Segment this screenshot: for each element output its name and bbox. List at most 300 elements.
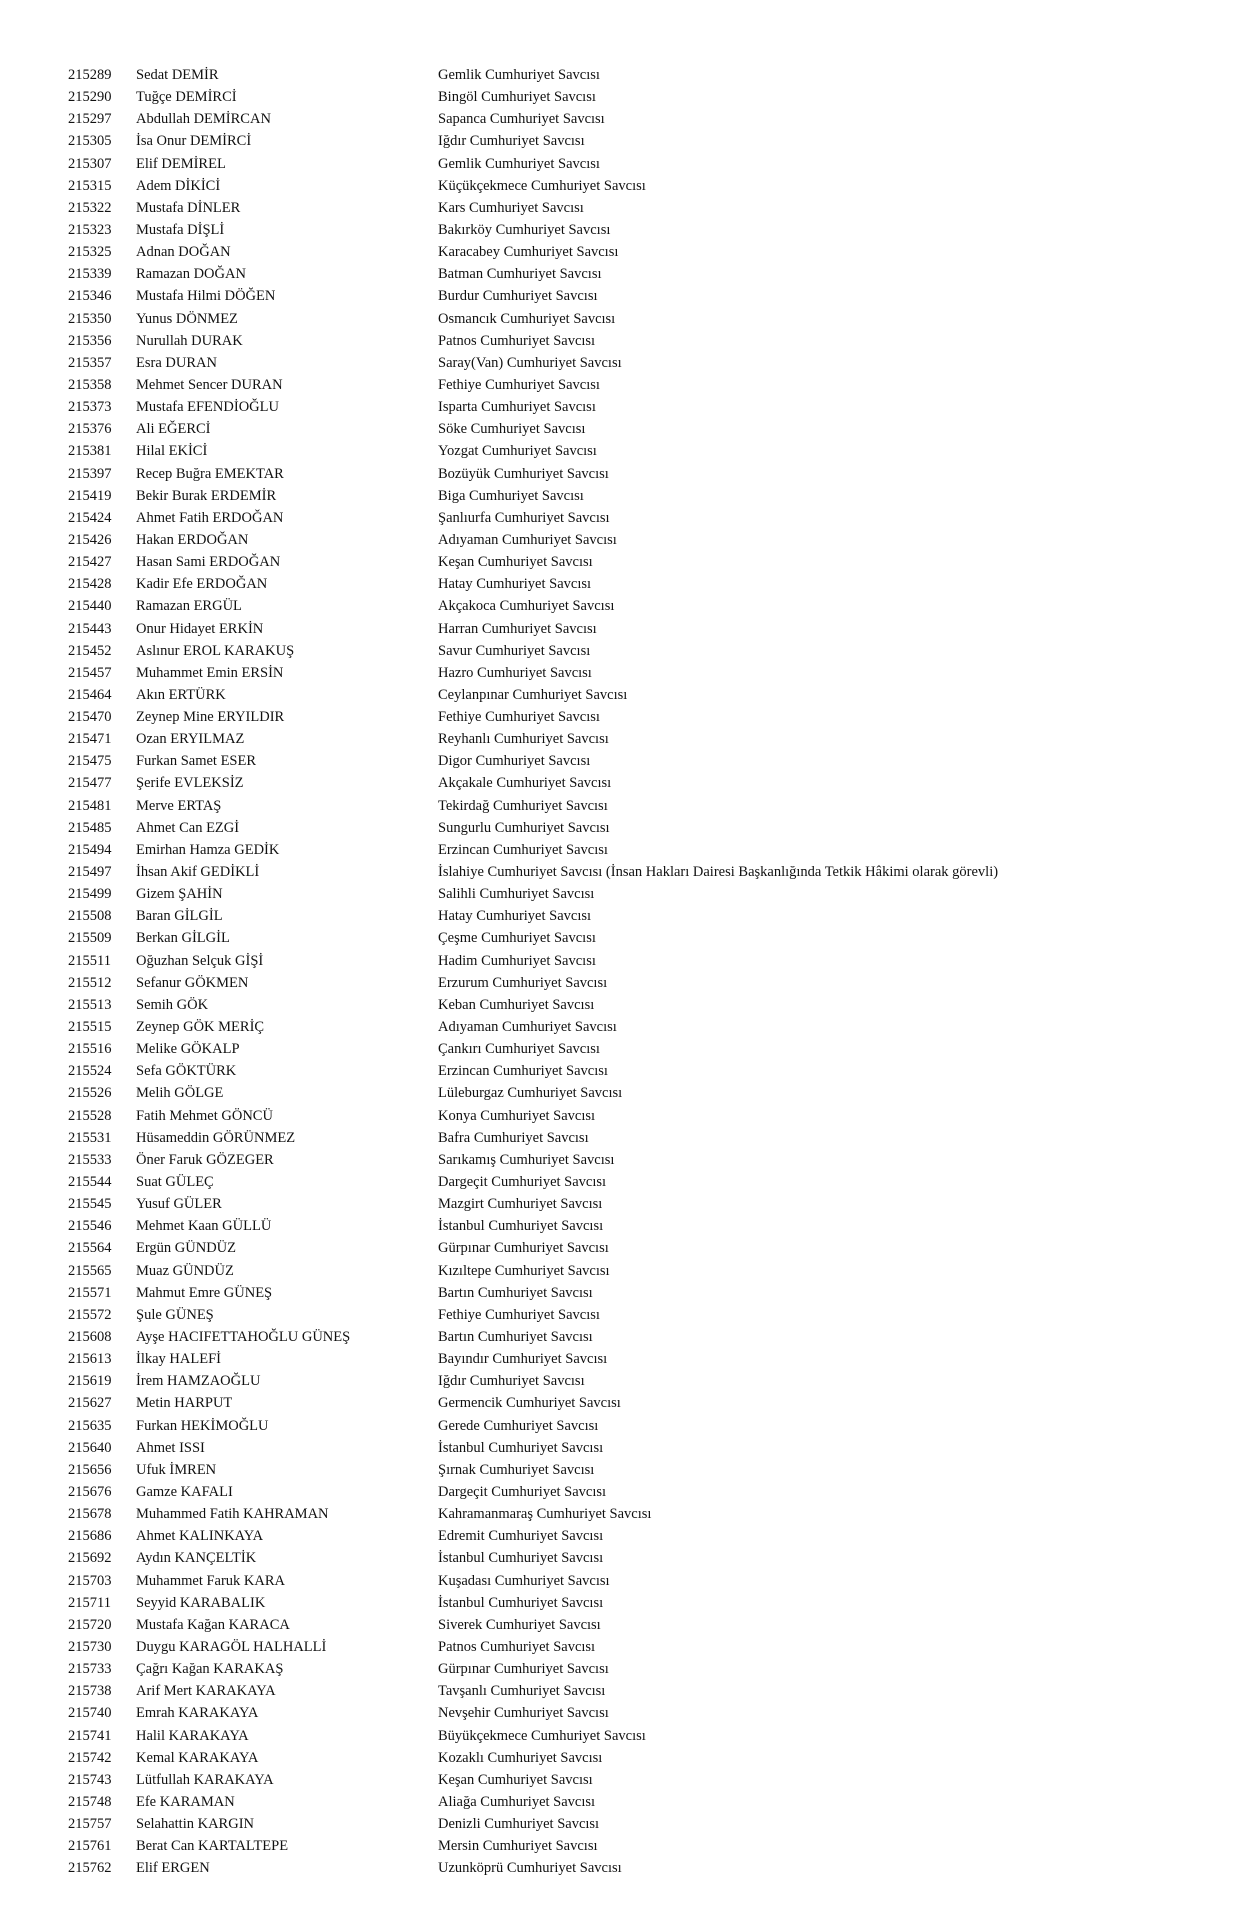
person-name: Akın ERTÜRK [136,686,226,703]
person-name: Aydın KANÇELTİK [136,1550,257,1567]
person-name: Ahmet Fatih ERDOĞAN [136,509,284,526]
assignment-post: Küçükçekmece Cumhuriyet Savcısı [438,177,646,194]
registry-number: 215526 [68,1085,112,1102]
assignment-post: Mazgirt Cumhuriyet Savcısı [438,1196,603,1213]
list-item [0,750,1252,772]
list-item [0,1503,1252,1525]
registry-number: 215544 [68,1174,112,1190]
registry-number: 215290 [68,89,112,106]
person-name: Emrah KARAKAYA [136,1705,259,1722]
person-name: Yusuf GÜLER [136,1196,222,1213]
assignment-post: Kars Cumhuriyet Savcısı [438,199,584,216]
person-name: Sefanur GÖKMEN [136,974,249,991]
list-item [0,1392,1252,1414]
list-item [0,1348,1252,1370]
assignment-post: Keşan Cumhuriyet Savcısı [438,1771,593,1788]
list-item [0,1636,1252,1658]
list-item [0,108,1252,130]
registry-number: 215297 [68,111,112,128]
person-name: Ahmet Can EZGİ [136,819,240,836]
list-item [0,662,1252,684]
list-item [0,1614,1252,1636]
person-name: Ahmet ISSI [136,1439,205,1456]
assignment-post: Gemlik Cumhuriyet Savcısı [438,67,600,83]
assignment-post: Erzurum Cumhuriyet Savcısı [438,974,608,991]
list-item [0,463,1252,485]
assignment-post: Söke Cumhuriyet Savcısı [438,421,586,438]
registry-number: 215511 [68,952,111,969]
assignment-post: Konya Cumhuriyet Savcısı [438,1107,596,1124]
assignment-post: Sapanca Cumhuriyet Savcısı [438,111,605,128]
assignment-post: Erzincan Cumhuriyet Savcısı [438,841,608,858]
person-name: İlkay HALEFİ [136,1351,221,1368]
assignment-post: Keban Cumhuriyet Savcısı [438,996,595,1013]
person-name: Mustafa DİŞLİ [136,221,225,238]
registry-number: 215350 [68,310,112,327]
assignment-post: Çeşme Cumhuriyet Savcısı [438,930,596,947]
registry-number: 215427 [68,554,112,571]
assignment-post: Yozgat Cumhuriyet Savcısı [438,443,597,460]
assignment-post: Adıyaman Cumhuriyet Savcısı [438,531,617,548]
assignment-post: Bakırköy Cumhuriyet Savcısı [438,221,611,238]
person-name: Furkan HEKİMOĞLU [136,1417,269,1434]
list-item [0,684,1252,706]
registry-number: 215720 [68,1616,112,1633]
registry-number: 215440 [68,598,112,615]
registry-number: 215508 [68,908,112,925]
list-item [0,64,1252,86]
list-item [0,994,1252,1016]
assignment-post: Fethiye Cumhuriyet Savcısı [438,376,600,393]
assignment-post: Gürpınar Cumhuriyet Savcısı [438,1240,609,1257]
person-name: Mustafa DİNLER [136,199,241,216]
list-item [0,1570,1252,1592]
assignment-post: Salihli Cumhuriyet Savcısı [438,886,595,903]
list-item [0,1038,1252,1060]
registry-number: 215531 [68,1129,112,1146]
registry-number: 215424 [68,509,112,526]
registry-number: 215346 [68,288,112,305]
list-item [0,1680,1252,1702]
person-name: Yunus DÖNMEZ [136,310,238,327]
person-name: Ozan ERYILMAZ [136,731,245,748]
registry-number: 215376 [68,421,112,438]
assignment-post: Saray(Van) Cumhuriyet Savcısı [438,354,622,371]
registry-number: 215703 [68,1572,112,1589]
person-name: Muhammed Fatih KAHRAMAN [136,1506,329,1523]
registry-number: 215477 [68,775,112,792]
assignment-post: Bartın Cumhuriyet Savcısı [438,1284,593,1301]
registry-number: 215289 [68,67,112,83]
person-name: Suat GÜLEÇ [136,1174,214,1190]
registry-number: 215307 [68,155,112,172]
assignment-post: Lüleburgaz Cumhuriyet Savcısı [438,1085,623,1102]
person-name: Şerife EVLEKSİZ [136,775,244,792]
person-name: Elif DEMİREL [136,155,226,172]
assignment-post: Germencik Cumhuriyet Savcısı [438,1395,621,1412]
person-name: Esra DURAN [136,354,217,371]
assignment-post: Osmancık Cumhuriyet Savcısı [438,310,616,327]
assignment-post: Şırnak Cumhuriyet Savcısı [438,1461,595,1478]
person-name: Bekir Burak ERDEMİR [136,487,277,504]
registry-number: 215757 [68,1816,112,1833]
registry-number: 215528 [68,1107,112,1124]
assignment-post: Siverek Cumhuriyet Savcısı [438,1616,601,1633]
registry-number: 215356 [68,332,112,349]
person-name: Nurullah DURAK [136,332,243,349]
person-name: Ahmet KALINKAYA [136,1528,264,1545]
person-name: Zeynep GÖK MERİÇ [136,1019,265,1036]
person-name: Sedat DEMİR [136,67,219,83]
person-name: Baran GİLGİL [136,908,223,925]
registry-number: 215692 [68,1550,112,1567]
registry-number: 215357 [68,354,112,371]
person-name: Onur Hidayet ERKİN [136,620,264,637]
registry-number: 215762 [68,1860,112,1877]
registry-number: 215494 [68,841,112,858]
assignment-post: İstanbul Cumhuriyet Savcısı [438,1550,604,1567]
list-item [0,86,1252,108]
list-item [0,352,1252,374]
list-item [0,1215,1252,1237]
list-item [0,839,1252,861]
person-name: Hasan Sami ERDOĞAN [136,554,281,571]
person-name: Kadir Efe ERDOĞAN [136,576,268,593]
list-item [0,1370,1252,1392]
registry-number: 215738 [68,1683,112,1700]
registry-number: 215733 [68,1661,112,1678]
person-name: Mehmet Sencer DURAN [136,376,283,393]
list-item [0,1658,1252,1680]
list-item [0,1547,1252,1569]
assignment-post: Akçakale Cumhuriyet Savcısı [438,775,612,792]
list-item [0,1813,1252,1835]
registry-number: 215512 [68,974,112,991]
person-name: Gizem ŞAHİN [136,886,223,903]
person-name: Ufuk İMREN [136,1461,217,1478]
assignment-post: Şanlıurfa Cumhuriyet Savcısı [438,509,610,526]
list-item [0,551,1252,573]
registry-number: 215315 [68,177,112,194]
registry-number: 215533 [68,1151,112,1168]
assignment-post: Reyhanlı Cumhuriyet Savcısı [438,731,609,748]
registry-number: 215428 [68,576,112,593]
list-item [0,1525,1252,1547]
list-item [0,817,1252,839]
assignment-post: Tavşanlı Cumhuriyet Savcısı [438,1683,606,1700]
registry-number: 215524 [68,1063,112,1080]
list-item [0,130,1252,152]
list-item [0,618,1252,640]
list-item [0,440,1252,462]
list-item [0,263,1252,285]
list-item [0,529,1252,551]
registry-number: 215339 [68,266,112,283]
list-item [0,219,1252,241]
assignment-post: Batman Cumhuriyet Savcısı [438,266,602,283]
person-name: Zeynep Mine ERYILDIR [136,709,285,726]
registry-number: 215381 [68,443,112,460]
assignment-post: Digor Cumhuriyet Savcısı [438,753,591,770]
person-name: Fatih Mehmet GÖNCÜ [136,1107,273,1124]
person-name: Hakan ERDOĞAN [136,531,249,548]
person-name: Duygu KARAGÖL HALHALLİ [136,1638,327,1655]
registry-number: 215635 [68,1417,112,1434]
list-item [0,1702,1252,1724]
list-item [0,772,1252,794]
list-item [0,861,1252,883]
list-item [0,396,1252,418]
person-name: Şule GÜNEŞ [136,1306,214,1323]
registry-number: 215711 [68,1594,111,1611]
person-name: Hilal EKİCİ [136,443,208,460]
list-item [0,1747,1252,1769]
person-name: Selahattin KARGIN [136,1816,254,1833]
registry-number: 215627 [68,1395,112,1412]
list-item [0,1857,1252,1879]
person-name: Halil KARAKAYA [136,1727,249,1744]
assignment-post: Adıyaman Cumhuriyet Savcısı [438,1019,617,1036]
list-item [0,573,1252,595]
assignment-post: İstanbul Cumhuriyet Savcısı [438,1439,604,1456]
registry-number: 215740 [68,1705,112,1722]
registry-number: 215640 [68,1439,112,1456]
assignment-post: Büyükçekmece Cumhuriyet Savcısı [438,1727,646,1744]
person-name: Efe KARAMAN [136,1793,235,1810]
assignment-post: Edremit Cumhuriyet Savcısı [438,1528,604,1545]
assignment-post: Patnos Cumhuriyet Savcısı [438,332,596,349]
person-name: İrem HAMZAOĞLU [136,1373,261,1390]
person-name: Semih GÖK [136,996,209,1013]
assignment-post: Savur Cumhuriyet Savcısı [438,642,591,659]
person-name: Çağrı Kağan KARAKAŞ [136,1661,284,1678]
person-name: Adem DİKİCİ [136,177,221,194]
list-item [0,1791,1252,1813]
list-item [0,1060,1252,1082]
assignment-post: Hatay Cumhuriyet Savcısı [438,576,592,593]
registry-number: 215509 [68,930,112,947]
person-name: Ali EĞERCİ [136,421,211,438]
person-name: Mustafa Hilmi DÖĞEN [136,288,276,305]
registry-number: 215485 [68,819,112,836]
registry-number: 215515 [68,1019,112,1036]
assignment-post: Uzunköprü Cumhuriyet Savcısı [438,1860,622,1877]
list-item [0,153,1252,175]
list-item [0,418,1252,440]
assignment-post: Isparta Cumhuriyet Savcısı [438,399,596,416]
person-name: Berat Can KARTALTEPE [136,1838,289,1855]
assignment-post: Kızıltepe Cumhuriyet Savcısı [438,1262,610,1279]
person-name: İsa Onur DEMİRCİ [136,133,252,150]
person-name: Ergün GÜNDÜZ [136,1240,237,1257]
list-item [0,1592,1252,1614]
assignment-post: Gürpınar Cumhuriyet Savcısı [438,1661,609,1678]
list-item [0,1437,1252,1459]
list-item [0,640,1252,662]
person-name: Muhammet Faruk KARA [136,1572,286,1589]
registry-number: 215613 [68,1351,112,1368]
person-name: Muhammet Emin ERSİN [136,664,284,681]
assignment-post: Çankırı Cumhuriyet Savcısı [438,1041,600,1058]
registry-number: 215322 [68,199,112,216]
registry-number: 215571 [68,1284,112,1301]
registry-number: 215323 [68,221,112,238]
registry-number: 215546 [68,1218,112,1235]
registry-number: 215761 [68,1838,112,1855]
registry-number: 215452 [68,642,112,659]
assignment-post: İstanbul Cumhuriyet Savcısı [438,1218,604,1235]
person-name: Hüsameddin GÖRÜNMEZ [136,1129,296,1146]
person-name: Ramazan DOĞAN [136,266,246,283]
person-name: Gamze KAFALI [136,1483,233,1500]
person-name: Ramazan ERGÜL [136,598,242,615]
person-name: Mahmut Emre GÜNEŞ [136,1284,273,1301]
person-name: Metin HARPUT [136,1395,233,1412]
registry-number: 215741 [68,1727,112,1744]
assignment-post: Iğdır Cumhuriyet Savcısı [438,133,585,150]
registry-number: 215743 [68,1771,112,1788]
list-item [0,1171,1252,1193]
assignment-post: Tekirdağ Cumhuriyet Savcısı [438,797,608,814]
assignment-post: Karacabey Cumhuriyet Savcısı [438,244,619,261]
list-item [0,1459,1252,1481]
assignment-post: Erzincan Cumhuriyet Savcısı [438,1063,608,1080]
registry-number: 215572 [68,1306,112,1323]
assignment-post: Gemlik Cumhuriyet Savcısı [438,155,600,172]
list-item [0,706,1252,728]
registry-number: 215464 [68,686,112,703]
list-item [0,1835,1252,1857]
list-item [0,1016,1252,1038]
list-item [0,197,1252,219]
list-item [0,1193,1252,1215]
assignment-post: Iğdır Cumhuriyet Savcısı [438,1373,585,1390]
person-name: Berkan GİLGİL [136,930,230,947]
list-item [0,950,1252,972]
registry-number: 215358 [68,376,112,393]
list-item [0,507,1252,529]
assignment-post: Fethiye Cumhuriyet Savcısı [438,709,600,726]
registry-number: 215325 [68,244,112,261]
list-item [0,374,1252,396]
registry-number: 215516 [68,1041,112,1058]
assignment-post: Bingöl Cumhuriyet Savcısı [438,89,596,106]
person-name: Muaz GÜNDÜZ [136,1262,234,1279]
person-name: Oğuzhan Selçuk GİŞİ [136,952,264,969]
registry-number: 215457 [68,664,112,681]
registry-number: 215426 [68,531,112,548]
list-item [0,485,1252,507]
assignment-post: Ceylanpınar Cumhuriyet Savcısı [438,686,628,703]
list-item [0,1127,1252,1149]
person-name: Elif ERGEN [136,1860,210,1877]
list-item [0,595,1252,617]
registry-number: 215305 [68,133,112,150]
list-item [0,1326,1252,1348]
list-item [0,1082,1252,1104]
list-item [0,1149,1252,1171]
registry-number: 215678 [68,1506,112,1523]
assignment-post: Bozüyük Cumhuriyet Savcısı [438,465,609,482]
person-name: Tuğçe DEMİRCİ [136,89,237,106]
assignment-post: Hadim Cumhuriyet Savcısı [438,952,596,969]
list-item [0,308,1252,330]
list-item [0,241,1252,263]
person-name: İhsan Akif GEDİKLİ [136,864,260,881]
assignment-post: Nevşehir Cumhuriyet Savcısı [438,1705,609,1722]
list-item [0,1415,1252,1437]
assignment-post: Hatay Cumhuriyet Savcısı [438,908,592,925]
registry-number: 215513 [68,996,112,1013]
person-name: Emirhan Hamza GEDİK [136,841,280,858]
list-item [0,175,1252,197]
assignment-post: Kozaklı Cumhuriyet Savcısı [438,1749,603,1766]
list-item [0,1769,1252,1791]
person-name: Furkan Samet ESER [136,753,257,770]
registry-number: 215497 [68,864,112,881]
person-name: Adnan DOĞAN [136,244,231,261]
assignment-post: Patnos Cumhuriyet Savcısı [438,1638,596,1655]
assignment-post: Fethiye Cumhuriyet Savcısı [438,1306,600,1323]
registry-number: 215545 [68,1196,112,1213]
list-item [0,883,1252,905]
assignment-post: Sungurlu Cumhuriyet Savcısı [438,819,610,836]
assignment-post: Denizli Cumhuriyet Savcısı [438,1816,600,1833]
registry-number: 215730 [68,1638,112,1655]
list-item [0,728,1252,750]
person-name: Mehmet Kaan GÜLLÜ [136,1218,272,1235]
registry-number: 215373 [68,399,112,416]
registry-number: 215565 [68,1262,112,1279]
list-item [0,285,1252,307]
assignment-post: Mersin Cumhuriyet Savcısı [438,1838,598,1855]
assignment-post: Burdur Cumhuriyet Savcısı [438,288,598,305]
list-item [0,330,1252,352]
person-name: Mustafa EFENDİOĞLU [136,399,279,416]
assignment-post: Bartın Cumhuriyet Savcısı [438,1328,593,1345]
list-item [0,1481,1252,1503]
list-item [0,795,1252,817]
person-name: Arif Mert KARAKAYA [136,1683,276,1700]
assignment-post: Kuşadası Cumhuriyet Savcısı [438,1572,610,1589]
assignment-post: Akçakoca Cumhuriyet Savcısı [438,598,615,615]
registry-number: 215471 [68,731,112,748]
registry-number: 215748 [68,1793,112,1810]
person-name: Kemal KARAKAYA [136,1749,259,1766]
person-name: Seyyid KARABALIK [136,1594,266,1611]
registry-number: 215397 [68,465,112,482]
assignment-post: Hazro Cumhuriyet Savcısı [438,664,592,681]
list-item [0,927,1252,949]
person-name: Melike GÖKALP [136,1041,240,1058]
person-name: Öner Faruk GÖZEGER [136,1151,274,1168]
assignment-post: İstanbul Cumhuriyet Savcısı [438,1594,604,1611]
person-name: Lütfullah KARAKAYA [136,1771,274,1788]
list-item [0,905,1252,927]
list-item [0,1260,1252,1282]
assignment-post: Sarıkamış Cumhuriyet Savcısı [438,1151,615,1168]
list-item [0,1304,1252,1326]
person-name: Melih GÖLGE [136,1085,224,1102]
assignment-post: Dargeçit Cumhuriyet Savcısı [438,1174,607,1190]
assignment-post: Keşan Cumhuriyet Savcısı [438,554,593,571]
person-name: Mustafa Kağan KARACA [136,1616,290,1633]
list-item [0,1282,1252,1304]
list-item [0,1725,1252,1747]
assignment-post: Dargeçit Cumhuriyet Savcısı [438,1483,607,1500]
registry-number: 215443 [68,620,112,637]
assignment-post: İslahiye Cumhuriyet Savcısı (İnsan Hakları Dairesi Başkanlığında Tetkik Hâkimi olarak görevli) [438,864,999,881]
